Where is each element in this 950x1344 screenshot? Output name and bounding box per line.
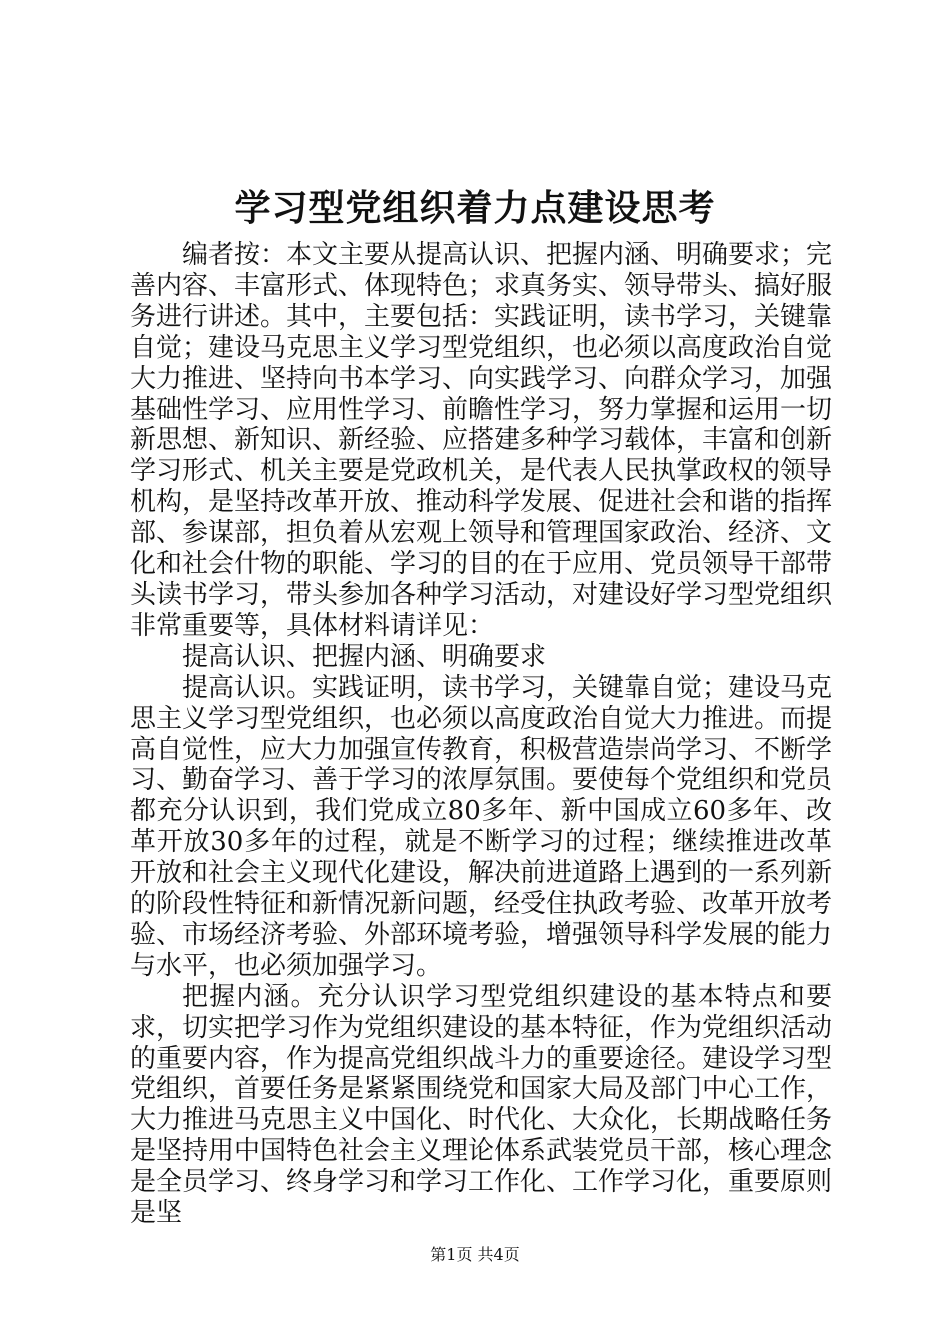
- intro-paragraph: 编者按：本文主要从提高认识、把握内涵、明确要求；完善内容、丰富形式、体现特色；求真务实、领导带头、搞好服务进行讲述。其中，主要包括：实践证明，读书学习，关键靠自觉；建设马克思主义学习型党组织，也必须以高度政治自觉大力推进、坚持向书本学习、向实践学习、向群众学习，加强基础性学习、应用性学习、前瞻性学习，努力掌握和运用一切新思想、新知识、新经验、应搭建多种学习载体，丰富和创新学习形式、机关主要是党政机关，是代表人民执掌政权的领导机构，是坚持改革开放、推动科学发展、促进社会和谐的指挥部、参谋部，担负着从宏观上领导和管理国家政治、经济、文化和社会什物的职能、学习的目的在于应用、党员领导干部带头读书学习，带头参加各种学习活动，对建设好学习型党组织非常重要等，具体材料请详见：: [130, 240, 833, 641]
- page-number-footer: 第1页 共4页: [430, 1245, 520, 1264]
- document-body: [130, 240, 832, 1229]
- body-paragraph-1: 提高认识。实践证明，读书学习，关键靠自觉；建设马克思主义学习型党组织，也必须以高度政治自觉大力推进。而提高自觉性，应大力加强宣传教育，积极营造崇尚学习、不断学习、勤奋学习、善于学习的浓厚氛围。要使每个党组织和党员都充分认识到，我们党成立80多年、新中国成立60多年、改革开放30多年的过程，就是不断学习的过程；继续推进改革开放和社会主义现代化建设，解决前进道路上遇到的一系列新的阶段性特征和新情况新问题，经受住执政考验、改革开放考验、市场经济考验、外部环境考验，增强领导科学发展的能力与水平，也必须加强学习。: [130, 672, 833, 981]
- body-paragraph-2: 把握内涵。充分认识学习型党组织建设的基本特点和要求，切实把学习作为党组织建设的基本特征，作为党组织活动的重要内容，作为提高党组织战斗力的重要途径。建设学习型党组织，首要任务是紧紧围绕党和国家大局及部门中心工作，大力推进马克思主义中国化、时代化、大众化，长期战略任务是坚持用中国特色社会主义理论体系武装党员干部，核心理念是全员学习、终身学习和学习工作化、工作学习化，重要原则是坚: [130, 981, 833, 1229]
- document-title: 学习型党组织着力点建设思考: [234, 187, 716, 229]
- section-heading: 提高认识、把握内涵、明确要求: [182, 641, 547, 672]
